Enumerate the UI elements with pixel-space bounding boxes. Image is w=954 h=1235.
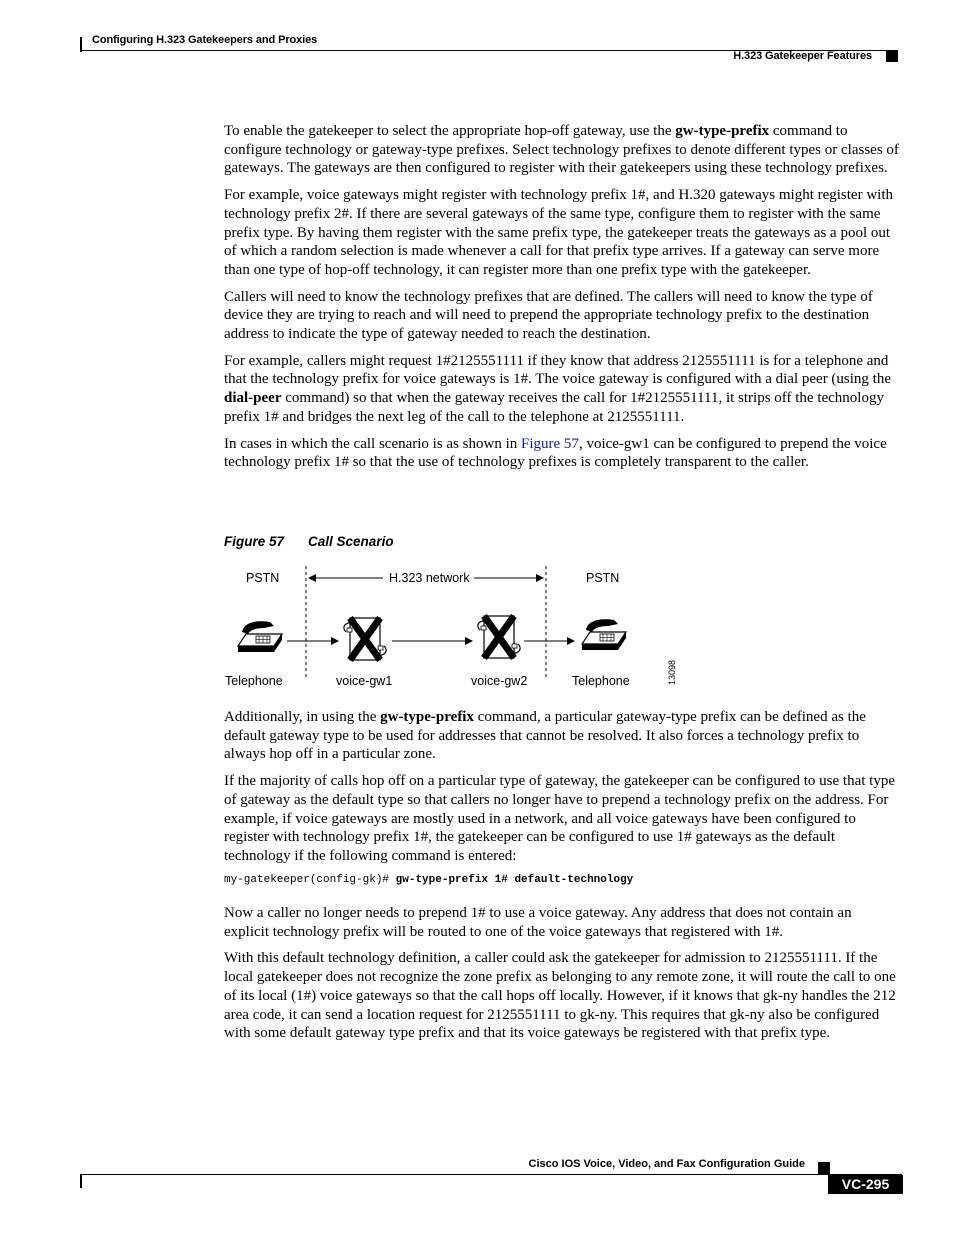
footer-marker xyxy=(818,1162,830,1174)
paragraph-8 xyxy=(224,904,900,941)
text-run: For example, callers might request 1#2125551111 if they know that address 2125551111 is for a telephone and that the technology prefix for voice gateways is 1#. The voice gateway is configured with a dial peer (using the xyxy=(224,352,892,388)
telephone-left-label: Telephone xyxy=(225,674,283,688)
paragraph-4 xyxy=(224,352,900,427)
text-run: If the majority of calls hop off on a particular type of gateway, the gatekeeper can be configured to use that type of gateway as the default type so that callers no longer have to prepend a technology prefix on the address. For example, if voice gateways are mostly used in a network, and all voice gateways have been configured to register with technology prefix 1#, the gatekeeper can be configured to use 1# gateways as the default technology if the following command is entered: xyxy=(224,773,895,864)
guide-title: Cisco IOS Voice, Video, and Fax Configuration Guide xyxy=(528,1158,805,1170)
telephone-right-icon xyxy=(582,619,626,650)
body-top xyxy=(224,122,900,480)
chapter-title: Configuring H.323 Gatekeepers and Proxies xyxy=(92,34,318,46)
paragraph-2 xyxy=(224,186,900,280)
code-example xyxy=(224,874,633,886)
command-name: dial-peer xyxy=(224,390,282,407)
text-run: For example, voice gateways might register with technology prefix 1#, and H.320 gateways might register with technology prefix 2#. If there are several gateways of the same type, configure them to register with the same prefix type. By having them register with the same prefix type, the gatekeeper treats the gateways as a pool out of which a random selection is made whenever a call for that prefix type arrives. If a gateway can serve more than one type of hop-off technology, it can register more than one prefix type with the gatekeeper. xyxy=(224,187,894,278)
text-run: Callers will need to know the technology prefixes that are defined. The callers will need to know the type of device they are trying to reach and will need to prepend the appropriate technology prefix to the destination address to indicate the type of gateway needed to reach the destination. xyxy=(224,288,873,343)
paragraph-9 xyxy=(224,949,900,1043)
text-run: command, a particular gateway-type prefix can be defined as the default gateway type to be used for addresses that cannot be resolved. It also forces a technology prefix to always hop off in a particular zone. xyxy=(224,709,866,763)
text-run: Now a caller no longer needs to prepend 1# to use a voice gateway. Any address that does not contain an explicit technology prefix will be routed to one of the voice gateways that registered with 1#. xyxy=(224,905,852,940)
pstn-left-label: PSTN xyxy=(246,571,280,585)
figure-id: 13098 xyxy=(667,659,677,685)
command-name: gw-type-prefix xyxy=(675,123,770,139)
text-run: Additionally, in using the xyxy=(224,709,381,725)
paragraph-6 xyxy=(224,708,900,764)
paragraph-3 xyxy=(224,288,900,344)
footer-rule xyxy=(80,1174,902,1175)
voice-gw1-label: voice-gw1 xyxy=(336,674,393,688)
paragraph-7 xyxy=(224,772,900,866)
figure-number: Figure 57 xyxy=(224,534,285,549)
text-run: To enable the gatekeeper to select the appropriate hop-off gateway, use the xyxy=(224,123,676,139)
text-run: In cases in which the call scenario is as shown in xyxy=(224,435,522,452)
figure-link[interactable]: Figure 57 xyxy=(521,435,579,452)
body-bottom xyxy=(224,904,900,1051)
figure-title: Call Scenario xyxy=(308,534,394,549)
network-label: H.323 network xyxy=(389,571,470,585)
telephone-right-label: Telephone xyxy=(572,674,630,688)
call-scenario-diagram xyxy=(220,560,690,695)
header-marker xyxy=(886,51,898,62)
body-middle xyxy=(224,708,900,874)
telephone-left-icon xyxy=(238,621,282,652)
section-title: H.323 Gatekeeper Features xyxy=(733,50,872,62)
paragraph-1 xyxy=(224,122,900,178)
text-run: With this default technology definition, a caller could ask the gatekeeper for admission to 2125551111. If the local gatekeeper does not recognize the zone prefix as belonging to any remote zone, it will route the call to one of its local (1#) voice gateways so that the call hops off locally. However, if it knows that gk-ny handles the 212 area code, it can send a location request for 2125551111 to gk-ny. This requires that gk-ny also be configured with some default gateway type prefix and that its voice gateways be registered with that prefix type. xyxy=(224,950,896,1042)
voice-gw2-icon xyxy=(478,616,520,658)
pstn-right-label: PSTN xyxy=(586,571,620,585)
figure-caption xyxy=(224,534,394,549)
text-run: , voice-gw1 can be configured to prepend the voice technology prefix 1# so that the use of technology prefixes is completely transparent to the caller. xyxy=(224,435,887,471)
voice-gw2-label: voice-gw2 xyxy=(471,674,528,688)
paragraph-5 xyxy=(224,435,900,472)
voice-gw1-icon xyxy=(344,618,386,660)
page-number: VC-295 xyxy=(828,1175,903,1194)
footer-left-bar xyxy=(80,1174,82,1188)
command-name: gw-type-prefix xyxy=(380,709,474,725)
text-run: command to configure technology or gateway-type prefixes. Select technology prefixes to denote different types or classes of gateways. The gateways are then configured to register with their gatekeepers using these technology prefixes. xyxy=(224,123,899,177)
code-prompt: my-gatekeeper(config-gk)# xyxy=(224,874,396,886)
text-run: command) so that when the gateway receives the call for 1#2125551111, it strips off the technology prefix 1# and bridges the next leg of the call to the telephone at 2125551111. xyxy=(224,390,884,425)
code-command: gw-type-prefix 1# default-technology xyxy=(395,874,634,886)
